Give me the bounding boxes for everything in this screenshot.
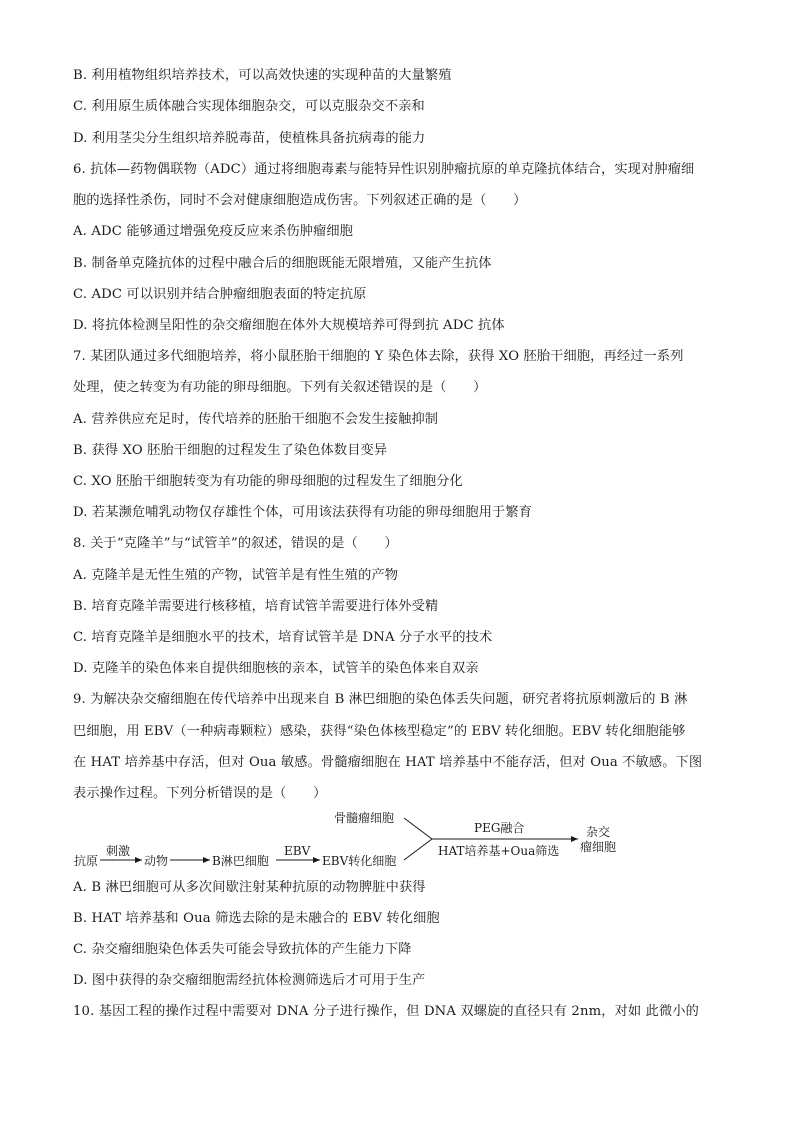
b-cell-label: B淋巴细胞 [212, 854, 269, 868]
hat-selection-label: HAT培养基+Oua筛选 [438, 844, 560, 858]
question-8-stem: 8. 关于“克隆羊”与“试管羊”的叙述，错误的是（ ） [73, 536, 398, 551]
option-8c: C. 培育克隆羊是细胞水平的技术，培育试管羊是 DNA 分子水平的技术 [73, 630, 493, 645]
question-9-stem-line-4: 表示操作过程。下列分析错误的是（ ） [73, 786, 327, 801]
option-5b: B. 利用植物组织培养技术，可以高效快速的实现种苗的大量繁殖 [73, 68, 452, 83]
peg-fusion-label: PEG融合 [474, 821, 525, 835]
merge-line-bottom [404, 839, 432, 860]
myeloma-cell-label: 骨髓瘤细胞 [334, 811, 395, 825]
option-7b: B. 获得 XO 胚胎干细胞的过程发生了染色体数目变异 [73, 443, 388, 458]
question-9-stem-line-2: 巴细胞，用 EBV（一种病毒颗粒）感染，获得“染色体核型稳定”的 EBV 转化细胞。EBV 转化细胞能够 [73, 724, 686, 739]
option-6c: C. ADC 可以识别并结合肿瘤细胞表面的特定抗原 [73, 287, 367, 302]
antigen-label: 抗原 [74, 854, 99, 868]
option-7c: C. XO 胚胎干细胞转变为有功能的卵母细胞的过程发生了细胞分化 [73, 474, 463, 489]
question-7-stem-line-1: 7. 某团队通过多代细胞培养，将小鼠胚胎干细胞的 Y 染色体去除，获得 XO 胚胎干细胞，再经过一系列 [73, 349, 684, 364]
question-6-stem-line-2: 胞的选择性杀伤，同时不会对健康细胞造成伤害。下列叙述正确的是（ ） [73, 193, 527, 208]
ebv-label: EBV [284, 844, 311, 858]
option-9a: A. B 淋巴细胞可从多次间歇注射某种抗原的动物脾脏中获得 [73, 880, 426, 895]
hybridoma-label-1: 杂交 [586, 825, 611, 839]
option-7a: A. 营养供应充足时，传代培养的胚胎干细胞不会发生接触抑制 [73, 412, 439, 427]
option-8d: D. 克隆羊的染色体来自提供细胞核的亲本，试管羊的染色体来自双亲 [73, 661, 479, 676]
option-9d: D. 图中获得的杂交瘤细胞需经抗体检测筛选后才可用于生产 [73, 973, 426, 988]
option-9c: C. 杂交瘤细胞染色体丢失可能会导致抗体的产生能力下降 [73, 942, 412, 957]
option-7d: D. 若某濒危哺乳动物仅存雄性个体，可用该法获得有功能的卵母细胞用于繁育 [73, 505, 533, 520]
option-8b: B. 培育克隆羊需要进行核移植，培育试管羊需要进行体外受精 [73, 599, 439, 614]
operation-flow-diagram [70, 806, 630, 872]
option-6b: B. 制备单克隆抗体的过程中融合后的细胞既能无限增殖，又能产生抗体 [73, 256, 492, 271]
ebv-cell-label: EBV转化细胞 [322, 854, 397, 868]
question-9-stem-line-1: 9. 为解决杂交瘤细胞在传代培养中出现来自 B 淋巴细胞的染色体丢失问题，研究者将抗原刺激后的 B 淋 [73, 692, 688, 707]
question-7-stem-line-2: 处理，使之转变为有功能的卵母细胞。下列有关叙述错误的是（ ） [73, 380, 487, 395]
option-5d: D. 利用茎尖分生组织培养脱毒苗，使植株具备抗病毒的能力 [73, 131, 426, 146]
option-8a: A. 克隆羊是无性生殖的产物，试管羊是有性生殖的产物 [73, 568, 399, 583]
option-6a: A. ADC 能够通过增强免疫反应来杀伤肿瘤细胞 [73, 224, 354, 239]
merge-line-top [404, 818, 432, 839]
option-5c: C. 利用原生质体融合实现体细胞杂交，可以克服杂交不亲和 [73, 99, 425, 114]
hybridoma-label-2: 瘤细胞 [580, 840, 617, 854]
animal-label: 动物 [144, 854, 169, 868]
question-10-stem-line-1: 10. 基因工程的操作过程中需要对 DNA 分子进行操作，但 DNA 双螺旋的直径只有 2nm，对如 此微小的 [73, 1004, 699, 1019]
option-6d: D. 将抗体检测呈阳性的杂交瘤细胞在体外大规模培养可得到抗 ADC 抗体 [73, 318, 505, 333]
question-9-stem-line-3: 在 HAT 培养基中存活，但对 Oua 敏感。骨髓瘤细胞在 HAT 培养基中不能存活，但对 Oua 不敏感。下图 [73, 755, 703, 770]
option-9b: B. HAT 培养基和 Oua 筛选去除的是未融合的 EBV 转化细胞 [73, 911, 440, 926]
stimulate-label: 刺激 [106, 844, 131, 858]
question-6-stem-line-1: 6. 抗体—药物偶联物（ADC）通过将细胞毒素与能特异性识别肿瘤抗原的单克隆抗体结合，实现对肿瘤细 [73, 162, 695, 177]
